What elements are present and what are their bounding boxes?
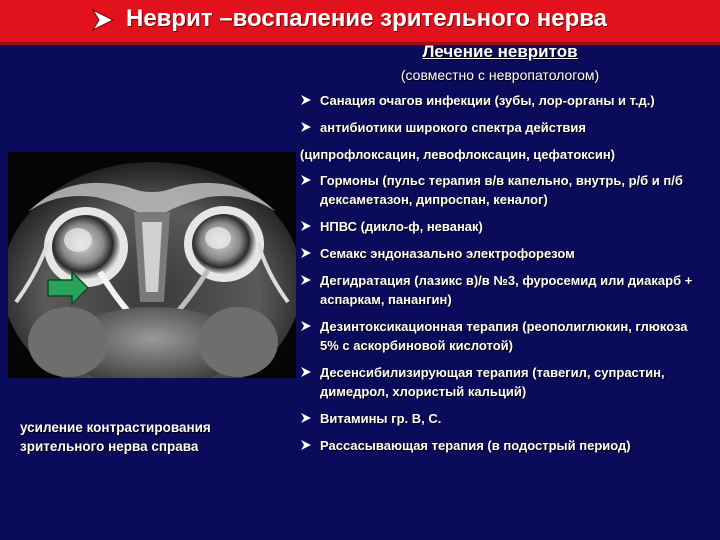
arrowhead-bullet-icon [300,174,312,186]
treatment-list-item [296,271,708,309]
treatment-item-text: Санация очагов инфекции (зубы, лор-органы и т.д.) [320,93,655,108]
treatment-item-text: НПВС (дикло-ф, неванак) [320,219,483,234]
image-caption: усиление контрастирования зрительного нерва справа [20,420,211,454]
treatment-item-text: Рассасывающая терапия (в подострый период) [320,438,631,453]
treatment-item-text: антибиотики широкого спектра действия [320,120,586,135]
treatment-list-item [296,409,708,428]
treatment-list-item [296,171,708,209]
arrowhead-bullet-icon [300,439,312,451]
treatment-item-text: Гормоны (пульс терапия в/в капельно, внутрь, р/б и п/б дексаметазон, дипроспан, кеналог) [320,173,683,207]
arrowhead-bullet-icon [300,274,312,286]
treatment-item-text: Семакс эндоназально электрофорезом [320,246,575,261]
arrowhead-bullet-icon [300,412,312,424]
treatment-list-item [296,217,708,236]
title-bar [0,0,720,42]
mri-scan-image [8,152,296,378]
treatment-list-item [296,436,708,455]
treatment-item-text: Дезинтоксикационная терапия (реополиглюкин, глюкоза 5% с аскорбиновой кислотой) [320,319,688,353]
arrowhead-bullet-icon [300,320,312,332]
treatment-list-item [296,317,708,355]
section-title: Лечение невритов [422,42,578,61]
treatment-list-item [296,91,708,110]
arrowhead-bullet-icon [300,247,312,259]
arrowhead-bullet-icon [300,220,312,232]
arrowhead-bullet-icon [91,8,115,32]
slide-title: Неврит –воспаление зрительного нерва [126,5,608,32]
treatment-item-text: Витамины гр. В, С. [320,411,442,426]
treatment-item-text: (ципрофлоксацин, левофлоксацин, цефатоксин) [300,147,616,162]
arrowhead-bullet-icon [300,366,312,378]
arrowhead-bullet-icon [300,94,312,106]
treatment-list-item [296,145,708,164]
treatment-list [296,91,708,463]
treatment-list-item [296,244,708,263]
arrowhead-bullet-icon [300,121,312,133]
treatment-item-text: Десенсибилизирующая терапия (тавегил, супрастин, димедрол, хлористый кальций) [320,365,665,399]
section-subtitle: (совместно с невропатологом) [400,67,600,83]
treatment-list-item [296,363,708,401]
treatment-item-text: Дегидратация (лазикс в)/в №3, фуросемид или диакарб + аспаркам, панангин) [320,273,693,307]
treatment-list-item [296,118,708,137]
